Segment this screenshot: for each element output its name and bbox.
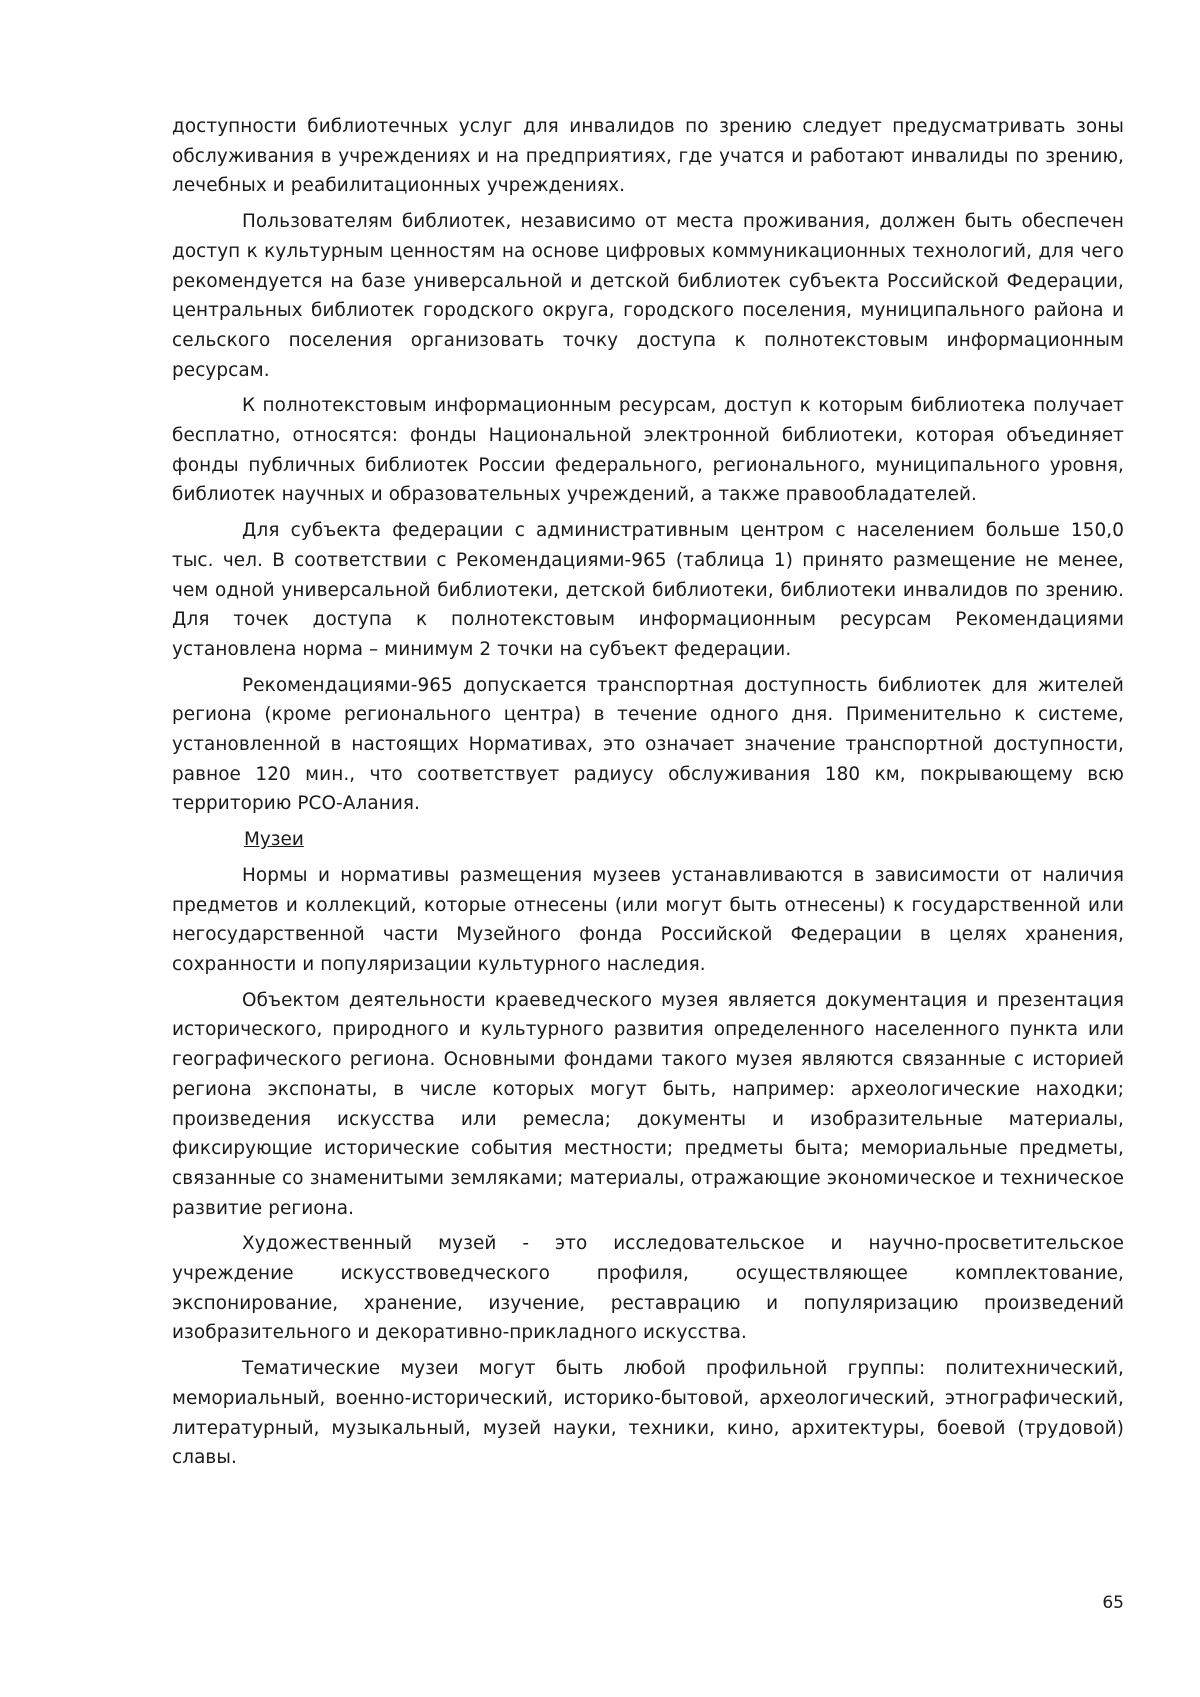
paragraph-digital-access-points: Пользователям библиотек, независимо от места проживания, должен быть обеспечен доступ к культурным ценностям на основе цифровых коммуникационных технологий, для чего рекомендуется на базе универсальной и детской библиотек субъекта Российской Федерации, центральных библиотек городского округа, городского поселения, муниципального района и сельского поселения организовать точку доступа к полнотекстовым информационным ресурсам. bbox=[172, 211, 1124, 381]
paragraph-local-history-museum: Объектом деятельности краеведческого музея является документация и презентация исторического, природного и культурного развития определенного населенного пункта или географического региона. Основными фондами такого музея являются связанные с историей региона экспонаты, в числе которых могут быть, например: археологические находки; произведения искусства или ремесла; документы и изобразительные материалы, фиксирующие исторические события местности; предметы быта; мемориальные предметы, связанные со знаменитыми земляками; материалы, отражающие экономическое и техническое развитие региона. bbox=[172, 989, 1124, 1219]
paragraph-transport-accessibility: Рекомендациями-965 допускается транспортная доступность библиотек для жителей региона (кроме регионального центра) в течение одного дня. Применительно к системе, установленной в настоящих Нормативах, это означает значение транспортной доступности, равное 120 мин., что соответствует радиусу обслуживания 180 км, покрывающему всю территорию РСО-Алания. bbox=[172, 674, 1124, 815]
document-page bbox=[172, 112, 1124, 1479]
paragraph-library-access-visually-impaired: доступности библиотечных услуг для инвалидов по зрению следует предусматривать зоны обслуживания в учреждениях и на предприятиях, где учатся и работают инвалиды по зрению, лечебных и реабилитационных учреждениях. bbox=[172, 116, 1124, 197]
paragraph-art-museum: Художественный музей - это исследовательское и научно-просветительское учреждение искусствоведческого профиля, осуществляющее комплектование, экспонирование, хранение, изучение, реставрацию и популяризацию произведений изобразительного и декоративно-прикладного искусства. bbox=[172, 1233, 1124, 1344]
paragraph-full-text-resources: К полнотекстовым информационным ресурсам, доступ к которым библиотека получает бесплатно, относятся: фонды Национальной электронной библиотеки, которая объединяет фонды публичных библиотек России федерального, регионального, муниципального уровня, библиотек научных и образовательных учреждений, а также правообладателей. bbox=[172, 395, 1124, 506]
paragraph-thematic-museums: Тематические музеи могут быть любой профильной группы: политехнический, мемориальный, военно-исторический, историко-бытовой, археологический, этнографический, литературный, музыкальный, музей науки, техники, кино, архитектуры, боевой (трудовой) славы. bbox=[172, 1358, 1124, 1469]
section-heading-museums: Музеи bbox=[244, 829, 304, 851]
paragraph-museum-norms: Нормы и нормативы размещения музеев устанавливаются в зависимости от наличия предметов и коллекций, которые отнесены (или могут быть отнесены) к государственной или негосударственной части Музейного фонда Российской Федерации в целях хранения, сохранности и популяризации культурного наследия. bbox=[172, 864, 1124, 975]
paragraph-federal-subject-norms: Для субъекта федерации с административным центром с населением больше 150,0 тыс. чел. В соответствии с Рекомендациями-965 (таблица 1) принято размещение не менее, чем одной универсальной библиотеки, детской библиотеки, библиотеки инвалидов по зрению. Для точек доступа к полнотекстовым информационным ресурсам Рекомендациями установлена норма – минимум 2 точки на субъект федерации. bbox=[172, 520, 1124, 660]
page-number: 65 bbox=[1102, 1593, 1124, 1613]
